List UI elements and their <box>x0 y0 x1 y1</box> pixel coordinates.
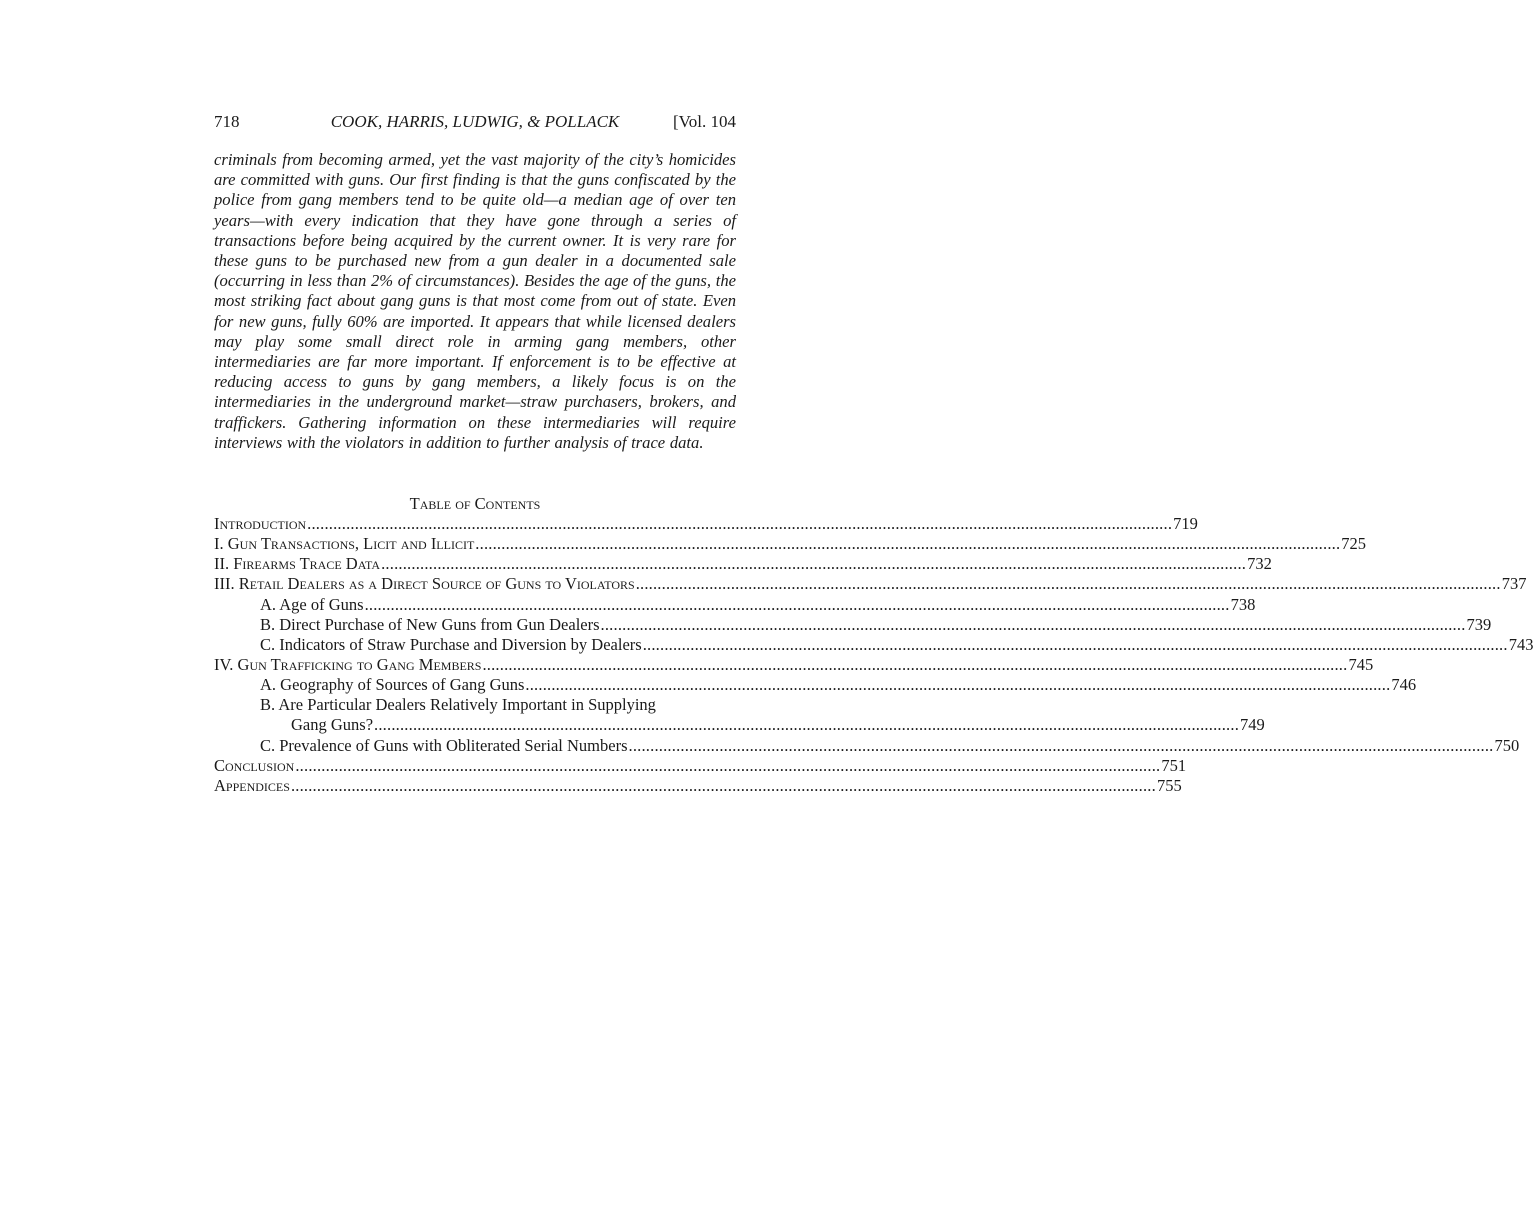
toc-leader-dots <box>365 595 1230 615</box>
toc-entry-part-3[interactable] <box>214 574 1527 594</box>
toc-entry-4a[interactable] <box>214 675 1417 695</box>
toc-entry-label: Appendices <box>214 775 290 795</box>
toc-entry-page: 755 <box>1156 775 1182 795</box>
toc-entry-page: 719 <box>1173 514 1198 533</box>
toc-entry-label: IV. Gun Trafficking to Gang Members <box>214 654 482 674</box>
page-number: 718 <box>214 112 240 131</box>
toc-entry-conclusion[interactable] <box>214 755 1187 776</box>
toc-entry-3a[interactable] <box>214 594 1256 615</box>
toc-entry-label: A. Age of Guns <box>260 594 364 614</box>
toc-leader-dots <box>643 635 1508 655</box>
toc-leader-dots <box>291 776 1156 796</box>
volume-label: [Vol. 104 <box>673 112 736 131</box>
toc-entry-introduction[interactable] <box>214 514 1198 534</box>
toc-leader-dots <box>629 736 1494 756</box>
toc-leader-dots <box>307 514 1172 534</box>
toc-entry-part-4[interactable] <box>214 654 1374 675</box>
toc-entry-4b-line1[interactable] <box>214 695 736 715</box>
toc-title: Table of Contents <box>409 494 541 513</box>
toc-entry-4b-line2[interactable] <box>214 715 1265 735</box>
toc-entry-label: I. Gun Transactions, Licit and Illicit <box>214 534 475 554</box>
toc-entry-label: C. Prevalence of Guns with Obliterated Serial Numbers <box>260 735 628 755</box>
toc-entry-part-2[interactable] <box>214 554 1272 574</box>
toc-entry-3b[interactable] <box>214 614 1492 635</box>
toc-leader-dots <box>381 554 1246 574</box>
toc-entry-page: 725 <box>1341 534 1367 554</box>
toc-leader-dots <box>525 675 1390 695</box>
toc-entry-label: B. Direct Purchase of New Guns from Gun Dealers <box>260 614 600 634</box>
toc-leader-dots <box>636 574 1501 594</box>
toc-entry-page: 751 <box>1161 755 1187 775</box>
toc-entry-label: Introduction <box>214 514 307 533</box>
toc-entry-label: B. Are Particular Dealers Relatively Important in Supplying <box>260 695 656 715</box>
toc-leader-dots <box>475 534 1340 554</box>
toc-entry-page: 749 <box>1240 715 1265 735</box>
toc-entry-page: 732 <box>1247 554 1272 574</box>
toc-entry-page: 746 <box>1391 675 1417 695</box>
toc-entry-page: 738 <box>1230 594 1256 614</box>
running-header <box>214 112 736 134</box>
toc-entry-label: Conclusion <box>214 755 295 775</box>
toc-entry-page: 750 <box>1494 735 1520 755</box>
toc-entry-page: 743 <box>1508 634 1533 654</box>
toc-entry-label: III. Retail Dealers as a Direct Source of Guns to Violators <box>214 574 635 594</box>
toc-entry-page: 745 <box>1348 654 1374 674</box>
toc-leader-dots <box>601 615 1466 635</box>
toc-entry-3c[interactable] <box>214 634 1533 655</box>
toc-leader-dots <box>482 655 1347 675</box>
toc-leader-dots <box>374 715 1239 735</box>
abstract-paragraph: criminals from becoming armed, yet the vast majority of the city’s homicides are committed with guns. Our first finding is that the guns confiscated by the police from gang members tend to be quite old—a median age of over ten years—with every indication that they have gone through a series of transactions before being acquired by the current owner. It is very rare for these guns to be purchased new from a gun dealer in a documented sale (occurring in less than 2% of circumstances). Besides the age of the guns, the most striking fact about gang guns is that most come from out of state. Even for new guns, fully 60% are imported. It appears that while licensed dealers may play some small direct role in arming gang members, other intermediaries are far more important. If enforcement is to be effective at reducing access to guns by gang members, a likely focus is on the intermediaries in the underground market—straw purchasers, brokers, and traffickers. Gathering information on these intermediaries will require interviews with the violators in addition to further analysis of trace data. <box>214 150 736 452</box>
table-of-contents <box>214 514 1533 796</box>
toc-entry-page: 737 <box>1501 574 1527 594</box>
toc-entry-appendices[interactable] <box>214 775 1182 796</box>
toc-entry-label-continued: Gang Guns? <box>291 715 374 735</box>
toc-entry-4c[interactable] <box>214 735 1520 756</box>
toc-entry-part-1[interactable] <box>214 534 1367 554</box>
toc-entry-label: C. Indicators of Straw Purchase and Diversion by Dealers <box>260 634 642 654</box>
running-title-authors: COOK, HARRIS, LUDWIG, & POLLACK <box>330 112 620 131</box>
toc-entry-label: A. Geography of Sources of Gang Guns <box>260 675 525 695</box>
toc-entry-label: II. Firearms Trace Data <box>214 554 381 574</box>
toc-leader-dots <box>295 756 1160 776</box>
toc-entry-page: 739 <box>1466 614 1492 634</box>
